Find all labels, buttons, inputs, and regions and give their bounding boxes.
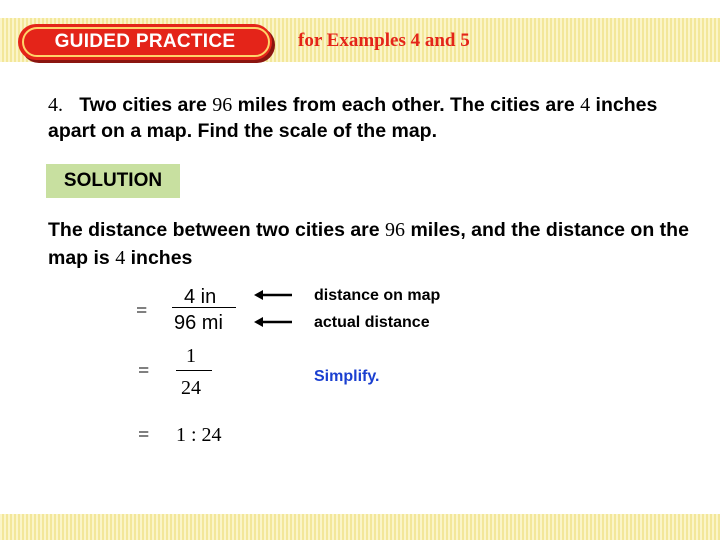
left-arrow-icon [254,317,294,327]
step1-equals: = [136,300,148,322]
step2-numerator: 1 [186,345,196,367]
note-actual-distance: actual distance [314,314,430,331]
problem-inches: 4 [580,94,591,116]
explanation-text-a: The distance between two cities are [48,219,386,241]
step2-denominator: 24 [181,377,201,399]
problem-number: 4. [48,94,63,116]
note-simplify: Simplify. [314,368,380,385]
step1-numerator: 4 in [184,286,217,308]
examples-subtitle: for Examples 4 and 5 [298,30,470,51]
explanation-miles: 96 [385,219,406,241]
badge-label: GUIDED PRACTICE [54,31,236,52]
step3-ratio: 1 : 24 [176,424,222,446]
step2-fraction-bar [176,370,212,371]
footer-band [0,514,720,540]
step1-fraction-bar [172,307,236,308]
step2-equals: = [138,360,150,382]
explanation-text-c: inches [125,247,193,269]
problem-statement [48,92,698,144]
guided-practice-badge [18,24,272,60]
explanation-text [48,216,708,272]
problem-text-a: Two cities are [79,94,213,116]
left-arrow-icon [254,290,294,300]
problem-text-c: inches apart on a map. Find the scale of the map. [48,94,658,142]
explanation-text-b: miles, and the distance on the map is [48,219,689,269]
explanation-inches: 4 [115,247,126,269]
step1-denominator: 96 mi [174,312,223,334]
step3-equals: = [138,424,150,446]
problem-miles: 96 [212,94,233,116]
solution-label: SOLUTION [46,164,180,198]
note-distance-on-map: distance on map [314,287,441,304]
problem-text-b: miles from each other. The cities are [232,94,581,116]
